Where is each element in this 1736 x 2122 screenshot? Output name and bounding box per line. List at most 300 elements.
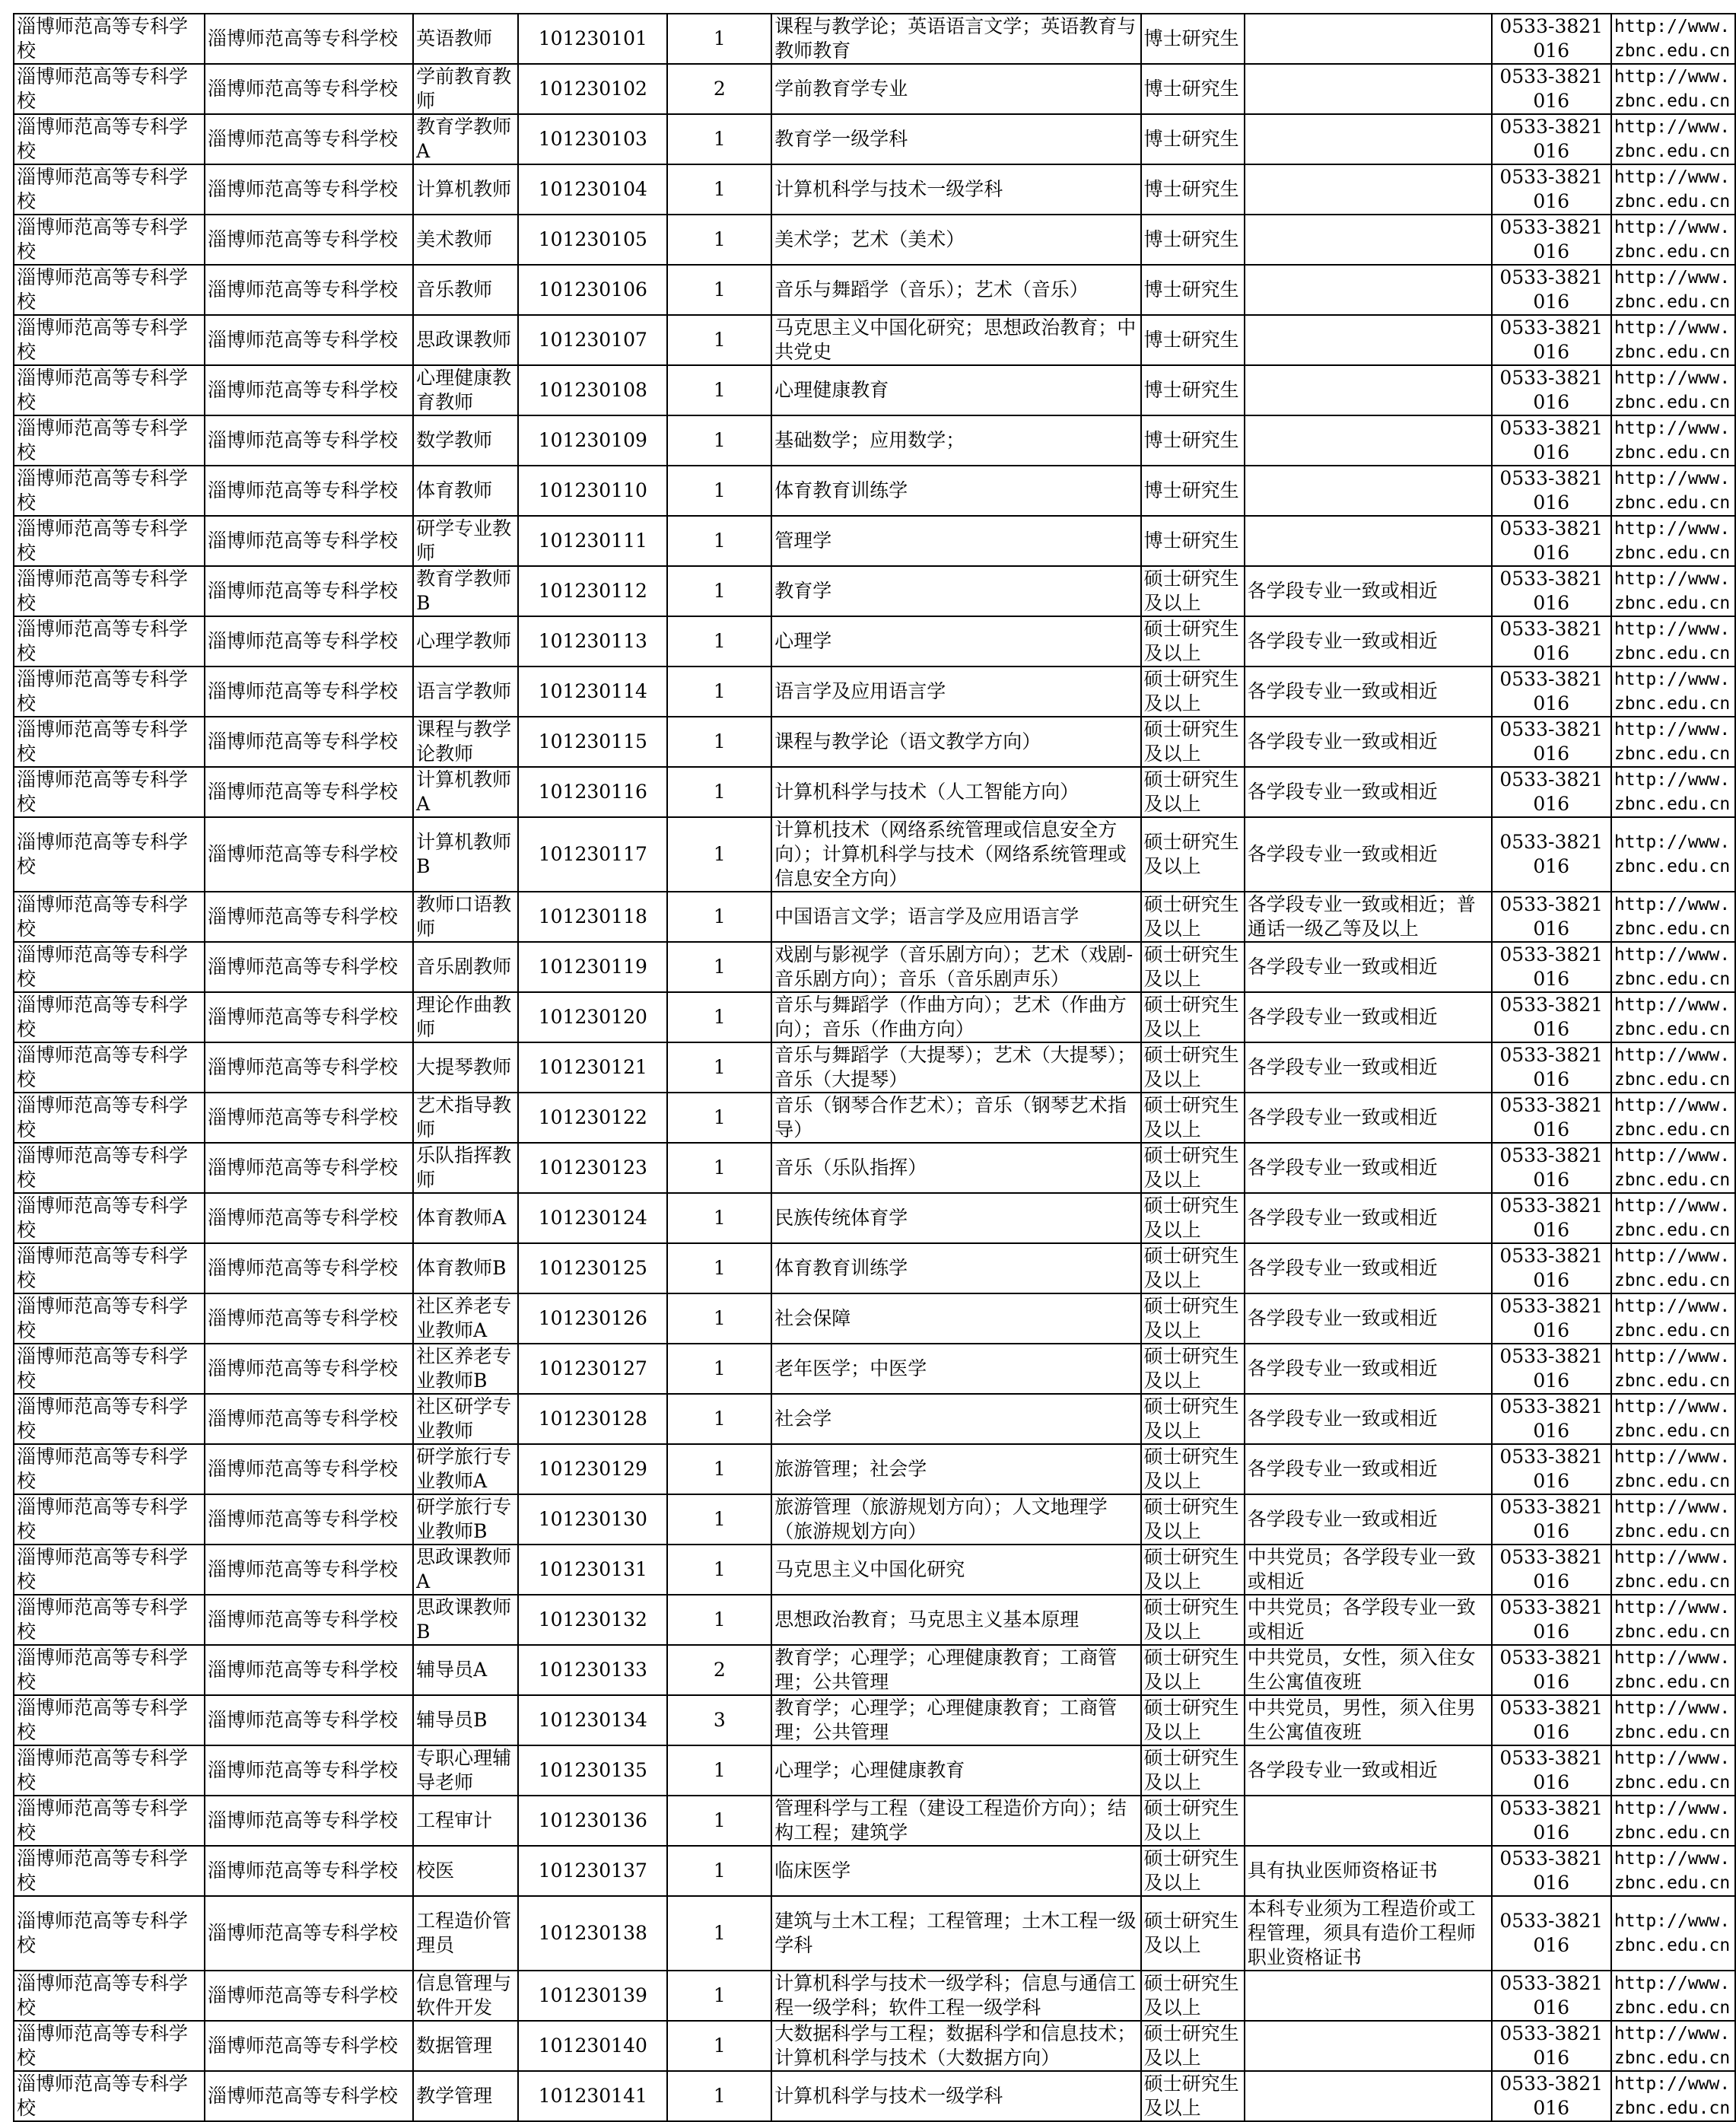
department-cell: 淄博师范高等专科学校: [205, 566, 413, 616]
education-cell: 硕士研究生及以上: [1141, 1494, 1245, 1545]
post-code-cell: 101230107: [518, 315, 667, 365]
requirements-cell: 各学段专业一致或相近: [1245, 1394, 1492, 1444]
post-code-cell: 101230123: [518, 1143, 667, 1193]
website-cell: http://www.zbnc.edu.cn: [1611, 1042, 1735, 1093]
requirements-cell: 各学段专业一致或相近；普通话一级乙等及以上: [1245, 892, 1492, 942]
education-cell: 硕士研究生及以上: [1141, 1444, 1245, 1494]
headcount-cell: 1: [667, 767, 771, 817]
department-cell: 淄博师范高等专科学校: [205, 14, 413, 64]
post-code-cell: 101230129: [518, 1444, 667, 1494]
headcount-cell: 1: [667, 1745, 771, 1796]
headcount-cell: 1: [667, 1394, 771, 1444]
education-cell: 博士研究生: [1141, 64, 1245, 114]
website-cell: http://www.zbnc.edu.cn: [1611, 265, 1735, 315]
headcount-cell: 1: [667, 265, 771, 315]
requirements-cell: [1245, 2071, 1492, 2121]
department-cell: 淄博师范高等专科学校: [205, 1394, 413, 1444]
phone-cell: 0533-3821016: [1492, 1971, 1611, 2021]
unit-cell: 淄博师范高等专科学校: [14, 265, 205, 315]
post-code-cell: 101230115: [518, 717, 667, 767]
post-name-cell: 英语教师: [413, 14, 518, 64]
phone-cell: 0533-3821016: [1492, 1545, 1611, 1595]
recruitment-table: [13, 13, 1736, 2122]
headcount-cell: 1: [667, 1193, 771, 1243]
unit-cell: 淄博师范高等专科学校: [14, 164, 205, 215]
phone-cell: 0533-3821016: [1492, 1645, 1611, 1695]
education-cell: 硕士研究生及以上: [1141, 1971, 1245, 2021]
education-cell: 博士研究生: [1141, 164, 1245, 215]
post-name-cell: 数据管理: [413, 2021, 518, 2071]
education-cell: 博士研究生: [1141, 14, 1245, 64]
education-cell: 博士研究生: [1141, 365, 1245, 415]
post-code-cell: 101230138: [518, 1896, 667, 1971]
post-name-cell: 心理学教师: [413, 616, 518, 667]
headcount-cell: 1: [667, 2021, 771, 2071]
post-code-cell: 101230104: [518, 164, 667, 215]
phone-cell: 0533-3821016: [1492, 516, 1611, 566]
post-code-cell: 101230102: [518, 64, 667, 114]
website-cell: http://www.zbnc.edu.cn: [1611, 1243, 1735, 1293]
education-cell: 硕士研究生及以上: [1141, 1896, 1245, 1971]
post-name-cell: 教师口语教师: [413, 892, 518, 942]
unit-cell: 淄博师范高等专科学校: [14, 1293, 205, 1344]
major-cell: 音乐与舞蹈学（音乐）；艺术（音乐）: [771, 265, 1140, 315]
headcount-cell: 1: [667, 466, 771, 516]
website-cell: http://www.zbnc.edu.cn: [1611, 114, 1735, 164]
phone-cell: 0533-3821016: [1492, 1745, 1611, 1796]
website-cell: http://www.zbnc.edu.cn: [1611, 1494, 1735, 1545]
unit-cell: 淄博师范高等专科学校: [14, 616, 205, 667]
unit-cell: 淄博师范高等专科学校: [14, 1745, 205, 1796]
phone-cell: 0533-3821016: [1492, 942, 1611, 992]
unit-cell: 淄博师范高等专科学校: [14, 2021, 205, 2071]
requirements-cell: 各学段专业一致或相近: [1245, 1494, 1492, 1545]
department-cell: 淄博师范高等专科学校: [205, 1293, 413, 1344]
headcount-cell: 1: [667, 942, 771, 992]
major-cell: 美术学；艺术（美术）: [771, 215, 1140, 265]
post-name-cell: 体育教师A: [413, 1193, 518, 1243]
department-cell: 淄博师范高等专科学校: [205, 1796, 413, 1846]
website-cell: http://www.zbnc.edu.cn: [1611, 892, 1735, 942]
requirements-cell: 各学段专业一致或相近: [1245, 717, 1492, 767]
table-row: [14, 817, 1735, 892]
department-cell: 淄博师范高等专科学校: [205, 1042, 413, 1093]
table-row: [14, 1444, 1735, 1494]
post-name-cell: 研学旅行专业教师B: [413, 1494, 518, 1545]
department-cell: 淄博师范高等专科学校: [205, 1645, 413, 1695]
department-cell: 淄博师范高等专科学校: [205, 2071, 413, 2121]
major-cell: 音乐与舞蹈学（作曲方向）；艺术（作曲方向）；音乐（作曲方向）: [771, 992, 1140, 1042]
education-cell: 硕士研究生及以上: [1141, 1595, 1245, 1645]
department-cell: 淄博师范高等专科学校: [205, 1595, 413, 1645]
post-name-cell: 计算机教师B: [413, 817, 518, 892]
website-cell: http://www.zbnc.edu.cn: [1611, 164, 1735, 215]
post-name-cell: 计算机教师A: [413, 767, 518, 817]
table-row: [14, 942, 1735, 992]
website-cell: http://www.zbnc.edu.cn: [1611, 1344, 1735, 1394]
unit-cell: 淄博师范高等专科学校: [14, 14, 205, 64]
education-cell: 硕士研究生及以上: [1141, 717, 1245, 767]
unit-cell: 淄博师范高等专科学校: [14, 566, 205, 616]
post-name-cell: 美术教师: [413, 215, 518, 265]
phone-cell: 0533-3821016: [1492, 1093, 1611, 1143]
requirements-cell: [1245, 415, 1492, 466]
headcount-cell: 1: [667, 516, 771, 566]
major-cell: 民族传统体育学: [771, 1193, 1140, 1243]
department-cell: 淄博师范高等专科学校: [205, 2021, 413, 2071]
website-cell: http://www.zbnc.edu.cn: [1611, 1645, 1735, 1695]
requirements-cell: 各学段专业一致或相近: [1245, 1193, 1492, 1243]
requirements-cell: [1245, 164, 1492, 215]
unit-cell: 淄博师范高等专科学校: [14, 1695, 205, 1745]
major-cell: 基础数学；应用数学；: [771, 415, 1140, 466]
education-cell: 博士研究生: [1141, 415, 1245, 466]
website-cell: http://www.zbnc.edu.cn: [1611, 1545, 1735, 1595]
requirements-cell: 各学段专业一致或相近: [1245, 1293, 1492, 1344]
major-cell: 中国语言文学；语言学及应用语言学: [771, 892, 1140, 942]
department-cell: 淄博师范高等专科学校: [205, 1545, 413, 1595]
table-row: [14, 1344, 1735, 1394]
major-cell: 计算机科学与技术一级学科；信息与通信工程一级学科；软件工程一级学科: [771, 1971, 1140, 2021]
requirements-cell: 各学段专业一致或相近: [1245, 1143, 1492, 1193]
post-code-cell: 101230113: [518, 616, 667, 667]
headcount-cell: 1: [667, 1293, 771, 1344]
major-cell: 社会保障: [771, 1293, 1140, 1344]
post-name-cell: 大提琴教师: [413, 1042, 518, 1093]
phone-cell: 0533-3821016: [1492, 1695, 1611, 1745]
table-row: [14, 1545, 1735, 1595]
education-cell: 硕士研究生及以上: [1141, 942, 1245, 992]
unit-cell: 淄博师范高等专科学校: [14, 1846, 205, 1896]
phone-cell: 0533-3821016: [1492, 667, 1611, 717]
table-row: [14, 2021, 1735, 2071]
requirements-cell: 中共党员，男性，须入住男生公寓值夜班: [1245, 1695, 1492, 1745]
unit-cell: 淄博师范高等专科学校: [14, 1093, 205, 1143]
requirements-cell: [1245, 14, 1492, 64]
major-cell: 教育学；心理学；心理健康教育；工商管理；公共管理: [771, 1695, 1140, 1745]
education-cell: 博士研究生: [1141, 516, 1245, 566]
requirements-cell: 各学段专业一致或相近: [1245, 942, 1492, 992]
headcount-cell: 1: [667, 667, 771, 717]
phone-cell: 0533-3821016: [1492, 14, 1611, 64]
website-cell: http://www.zbnc.edu.cn: [1611, 215, 1735, 265]
headcount-cell: 1: [667, 1971, 771, 2021]
table-row: [14, 1846, 1735, 1896]
phone-cell: 0533-3821016: [1492, 566, 1611, 616]
requirements-cell: 各学段专业一致或相近: [1245, 1344, 1492, 1394]
requirements-cell: [1245, 516, 1492, 566]
table-row: [14, 2071, 1735, 2121]
education-cell: 硕士研究生及以上: [1141, 1745, 1245, 1796]
website-cell: http://www.zbnc.edu.cn: [1611, 14, 1735, 64]
unit-cell: 淄博师范高等专科学校: [14, 215, 205, 265]
post-name-cell: 社区养老专业教师B: [413, 1344, 518, 1394]
table-row: [14, 566, 1735, 616]
requirements-cell: 中共党员；各学段专业一致或相近: [1245, 1545, 1492, 1595]
post-name-cell: 研学专业教师: [413, 516, 518, 566]
major-cell: 管理学: [771, 516, 1140, 566]
unit-cell: 淄博师范高等专科学校: [14, 717, 205, 767]
post-code-cell: 101230110: [518, 466, 667, 516]
headcount-cell: 2: [667, 1645, 771, 1695]
table-row: [14, 466, 1735, 516]
phone-cell: 0533-3821016: [1492, 1595, 1611, 1645]
table-row: [14, 616, 1735, 667]
website-cell: http://www.zbnc.edu.cn: [1611, 1394, 1735, 1444]
requirements-cell: [1245, 64, 1492, 114]
website-cell: http://www.zbnc.edu.cn: [1611, 616, 1735, 667]
phone-cell: 0533-3821016: [1492, 64, 1611, 114]
table-row: [14, 1042, 1735, 1093]
website-cell: http://www.zbnc.edu.cn: [1611, 1143, 1735, 1193]
post-name-cell: 体育教师: [413, 466, 518, 516]
unit-cell: 淄博师范高等专科学校: [14, 817, 205, 892]
unit-cell: 淄博师范高等专科学校: [14, 767, 205, 817]
unit-cell: 淄博师范高等专科学校: [14, 992, 205, 1042]
table-row: [14, 1595, 1735, 1645]
headcount-cell: 1: [667, 1243, 771, 1293]
education-cell: 硕士研究生及以上: [1141, 1645, 1245, 1695]
website-cell: http://www.zbnc.edu.cn: [1611, 1093, 1735, 1143]
major-cell: 马克思主义中国化研究: [771, 1545, 1140, 1595]
major-cell: 建筑与土木工程；工程管理；土木工程一级学科: [771, 1896, 1140, 1971]
post-name-cell: 思政课教师B: [413, 1595, 518, 1645]
education-cell: 硕士研究生及以上: [1141, 992, 1245, 1042]
post-code-cell: 101230128: [518, 1394, 667, 1444]
post-code-cell: 101230130: [518, 1494, 667, 1545]
education-cell: 硕士研究生及以上: [1141, 1344, 1245, 1394]
unit-cell: 淄博师范高等专科学校: [14, 415, 205, 466]
major-cell: 音乐（钢琴合作艺术）；音乐（钢琴艺术指导）: [771, 1093, 1140, 1143]
major-cell: 学前教育学专业: [771, 64, 1140, 114]
headcount-cell: 1: [667, 566, 771, 616]
headcount-cell: 1: [667, 2071, 771, 2121]
requirements-cell: 各学段专业一致或相近: [1245, 667, 1492, 717]
major-cell: 教育学；心理学；心理健康教育；工商管理；公共管理: [771, 1645, 1140, 1695]
department-cell: 淄博师范高等专科学校: [205, 1896, 413, 1971]
requirements-cell: 本科专业须为工程造价或工程管理，须具有造价工程师职业资格证书: [1245, 1896, 1492, 1971]
post-code-cell: 101230120: [518, 992, 667, 1042]
table-row: [14, 1293, 1735, 1344]
post-code-cell: 101230118: [518, 892, 667, 942]
phone-cell: 0533-3821016: [1492, 1896, 1611, 1971]
major-cell: 临床医学: [771, 1846, 1140, 1896]
department-cell: 淄博师范高等专科学校: [205, 1745, 413, 1796]
headcount-cell: 1: [667, 1595, 771, 1645]
website-cell: http://www.zbnc.edu.cn: [1611, 415, 1735, 466]
education-cell: 博士研究生: [1141, 114, 1245, 164]
major-cell: 计算机技术（网络系统管理或信息安全方向）；计算机科学与技术（网络系统管理或信息安全方向）: [771, 817, 1140, 892]
table-row: [14, 164, 1735, 215]
table-row: [14, 1394, 1735, 1444]
post-code-cell: 101230101: [518, 14, 667, 64]
phone-cell: 0533-3821016: [1492, 365, 1611, 415]
headcount-cell: 1: [667, 992, 771, 1042]
department-cell: 淄博师范高等专科学校: [205, 992, 413, 1042]
phone-cell: 0533-3821016: [1492, 1444, 1611, 1494]
table-row: [14, 1896, 1735, 1971]
post-code-cell: 101230114: [518, 667, 667, 717]
major-cell: 戏剧与影视学（音乐剧方向）；艺术（戏剧-音乐剧方向）；音乐（音乐剧声乐）: [771, 942, 1140, 992]
post-name-cell: 艺术指导教师: [413, 1093, 518, 1143]
department-cell: 淄博师范高等专科学校: [205, 942, 413, 992]
website-cell: http://www.zbnc.edu.cn: [1611, 942, 1735, 992]
post-code-cell: 101230111: [518, 516, 667, 566]
website-cell: http://www.zbnc.edu.cn: [1611, 817, 1735, 892]
phone-cell: 0533-3821016: [1492, 1344, 1611, 1394]
post-name-cell: 乐队指挥教师: [413, 1143, 518, 1193]
phone-cell: 0533-3821016: [1492, 1243, 1611, 1293]
post-name-cell: 辅导员B: [413, 1695, 518, 1745]
unit-cell: 淄博师范高等专科学校: [14, 2071, 205, 2121]
post-code-cell: 101230137: [518, 1846, 667, 1896]
major-cell: 计算机科学与技术一级学科: [771, 164, 1140, 215]
post-code-cell: 101230105: [518, 215, 667, 265]
phone-cell: 0533-3821016: [1492, 466, 1611, 516]
post-code-cell: 101230141: [518, 2071, 667, 2121]
headcount-cell: 1: [667, 14, 771, 64]
major-cell: 老年医学；中医学: [771, 1344, 1140, 1394]
unit-cell: 淄博师范高等专科学校: [14, 1344, 205, 1394]
post-name-cell: 学前教育教师: [413, 64, 518, 114]
post-name-cell: 理论作曲教师: [413, 992, 518, 1042]
phone-cell: 0533-3821016: [1492, 1143, 1611, 1193]
education-cell: 硕士研究生及以上: [1141, 2021, 1245, 2071]
phone-cell: 0533-3821016: [1492, 767, 1611, 817]
major-cell: 思想政治教育；马克思主义基本原理: [771, 1595, 1140, 1645]
unit-cell: 淄博师范高等专科学校: [14, 1193, 205, 1243]
website-cell: http://www.zbnc.edu.cn: [1611, 1444, 1735, 1494]
phone-cell: 0533-3821016: [1492, 1193, 1611, 1243]
unit-cell: 淄博师范高等专科学校: [14, 1896, 205, 1971]
headcount-cell: 1: [667, 1896, 771, 1971]
unit-cell: 淄博师范高等专科学校: [14, 466, 205, 516]
unit-cell: 淄博师范高等专科学校: [14, 1394, 205, 1444]
table-row: [14, 265, 1735, 315]
headcount-cell: 1: [667, 1494, 771, 1545]
headcount-cell: 1: [667, 616, 771, 667]
education-cell: 硕士研究生及以上: [1141, 1243, 1245, 1293]
education-cell: 硕士研究生及以上: [1141, 1042, 1245, 1093]
department-cell: 淄博师范高等专科学校: [205, 817, 413, 892]
headcount-cell: 1: [667, 365, 771, 415]
post-code-cell: 101230117: [518, 817, 667, 892]
requirements-cell: [1245, 2021, 1492, 2071]
website-cell: http://www.zbnc.edu.cn: [1611, 2071, 1735, 2121]
requirements-cell: 中共党员，女性，须入住女生公寓值夜班: [1245, 1645, 1492, 1695]
phone-cell: 0533-3821016: [1492, 2071, 1611, 2121]
major-cell: 心理学: [771, 616, 1140, 667]
headcount-cell: 1: [667, 415, 771, 466]
headcount-cell: 1: [667, 1545, 771, 1595]
requirements-cell: 各学段专业一致或相近: [1245, 992, 1492, 1042]
headcount-cell: 1: [667, 1093, 771, 1143]
major-cell: 计算机科学与技术一级学科: [771, 2071, 1140, 2121]
headcount-cell: 1: [667, 817, 771, 892]
major-cell: 体育教育训练学: [771, 1243, 1140, 1293]
table-row: [14, 516, 1735, 566]
headcount-cell: 1: [667, 215, 771, 265]
department-cell: 淄博师范高等专科学校: [205, 667, 413, 717]
department-cell: 淄博师范高等专科学校: [205, 892, 413, 942]
website-cell: http://www.zbnc.edu.cn: [1611, 667, 1735, 717]
major-cell: 大数据科学与工程；数据科学和信息技术；计算机科学与技术（大数据方向）: [771, 2021, 1140, 2071]
department-cell: 淄博师范高等专科学校: [205, 365, 413, 415]
phone-cell: 0533-3821016: [1492, 415, 1611, 466]
phone-cell: 0533-3821016: [1492, 315, 1611, 365]
table-row: [14, 1143, 1735, 1193]
headcount-cell: 3: [667, 1695, 771, 1745]
education-cell: 硕士研究生及以上: [1141, 817, 1245, 892]
major-cell: 管理科学与工程（建设工程造价方向）；结构工程；建筑学: [771, 1796, 1140, 1846]
post-name-cell: 思政课教师A: [413, 1545, 518, 1595]
department-cell: 淄博师范高等专科学校: [205, 1193, 413, 1243]
unit-cell: 淄博师范高等专科学校: [14, 667, 205, 717]
table-body: [14, 14, 1735, 2121]
major-cell: 旅游管理（旅游规划方向）；人文地理学（旅游规划方向）: [771, 1494, 1140, 1545]
department-cell: 淄博师范高等专科学校: [205, 1143, 413, 1193]
phone-cell: 0533-3821016: [1492, 817, 1611, 892]
website-cell: http://www.zbnc.edu.cn: [1611, 315, 1735, 365]
table-row: [14, 717, 1735, 767]
education-cell: 博士研究生: [1141, 215, 1245, 265]
requirements-cell: 各学段专业一致或相近: [1245, 767, 1492, 817]
major-cell: 旅游管理；社会学: [771, 1444, 1140, 1494]
post-name-cell: 专职心理辅导老师: [413, 1745, 518, 1796]
major-cell: 心理学；心理健康教育: [771, 1745, 1140, 1796]
major-cell: 教育学一级学科: [771, 114, 1140, 164]
phone-cell: 0533-3821016: [1492, 616, 1611, 667]
post-code-cell: 101230139: [518, 1971, 667, 2021]
requirements-cell: 各学段专业一致或相近: [1245, 1093, 1492, 1143]
requirements-cell: [1245, 315, 1492, 365]
phone-cell: 0533-3821016: [1492, 1846, 1611, 1896]
post-code-cell: 101230135: [518, 1745, 667, 1796]
requirements-cell: 各学段专业一致或相近: [1245, 566, 1492, 616]
post-name-cell: 音乐教师: [413, 265, 518, 315]
requirements-cell: [1245, 215, 1492, 265]
department-cell: 淄博师范高等专科学校: [205, 1243, 413, 1293]
requirements-cell: 各学段专业一致或相近: [1245, 1745, 1492, 1796]
headcount-cell: 1: [667, 1796, 771, 1846]
post-code-cell: 101230136: [518, 1796, 667, 1846]
education-cell: 硕士研究生及以上: [1141, 1846, 1245, 1896]
table-row: [14, 14, 1735, 64]
table-row: [14, 767, 1735, 817]
post-code-cell: 101230124: [518, 1193, 667, 1243]
post-name-cell: 工程造价管理员: [413, 1896, 518, 1971]
post-code-cell: 101230119: [518, 942, 667, 992]
website-cell: http://www.zbnc.edu.cn: [1611, 64, 1735, 114]
phone-cell: 0533-3821016: [1492, 114, 1611, 164]
department-cell: 淄博师范高等专科学校: [205, 717, 413, 767]
department-cell: 淄博师范高等专科学校: [205, 315, 413, 365]
education-cell: 硕士研究生及以上: [1141, 1293, 1245, 1344]
table-row: [14, 1243, 1735, 1293]
post-name-cell: 工程审计: [413, 1796, 518, 1846]
post-name-cell: 教学管理: [413, 2071, 518, 2121]
table-row: [14, 415, 1735, 466]
education-cell: 硕士研究生及以上: [1141, 667, 1245, 717]
education-cell: 博士研究生: [1141, 466, 1245, 516]
requirements-cell: [1245, 1971, 1492, 2021]
website-cell: http://www.zbnc.edu.cn: [1611, 1971, 1735, 2021]
table-row: [14, 1796, 1735, 1846]
table-row: [14, 1093, 1735, 1143]
education-cell: 博士研究生: [1141, 265, 1245, 315]
education-cell: 博士研究生: [1141, 315, 1245, 365]
unit-cell: 淄博师范高等专科学校: [14, 1595, 205, 1645]
